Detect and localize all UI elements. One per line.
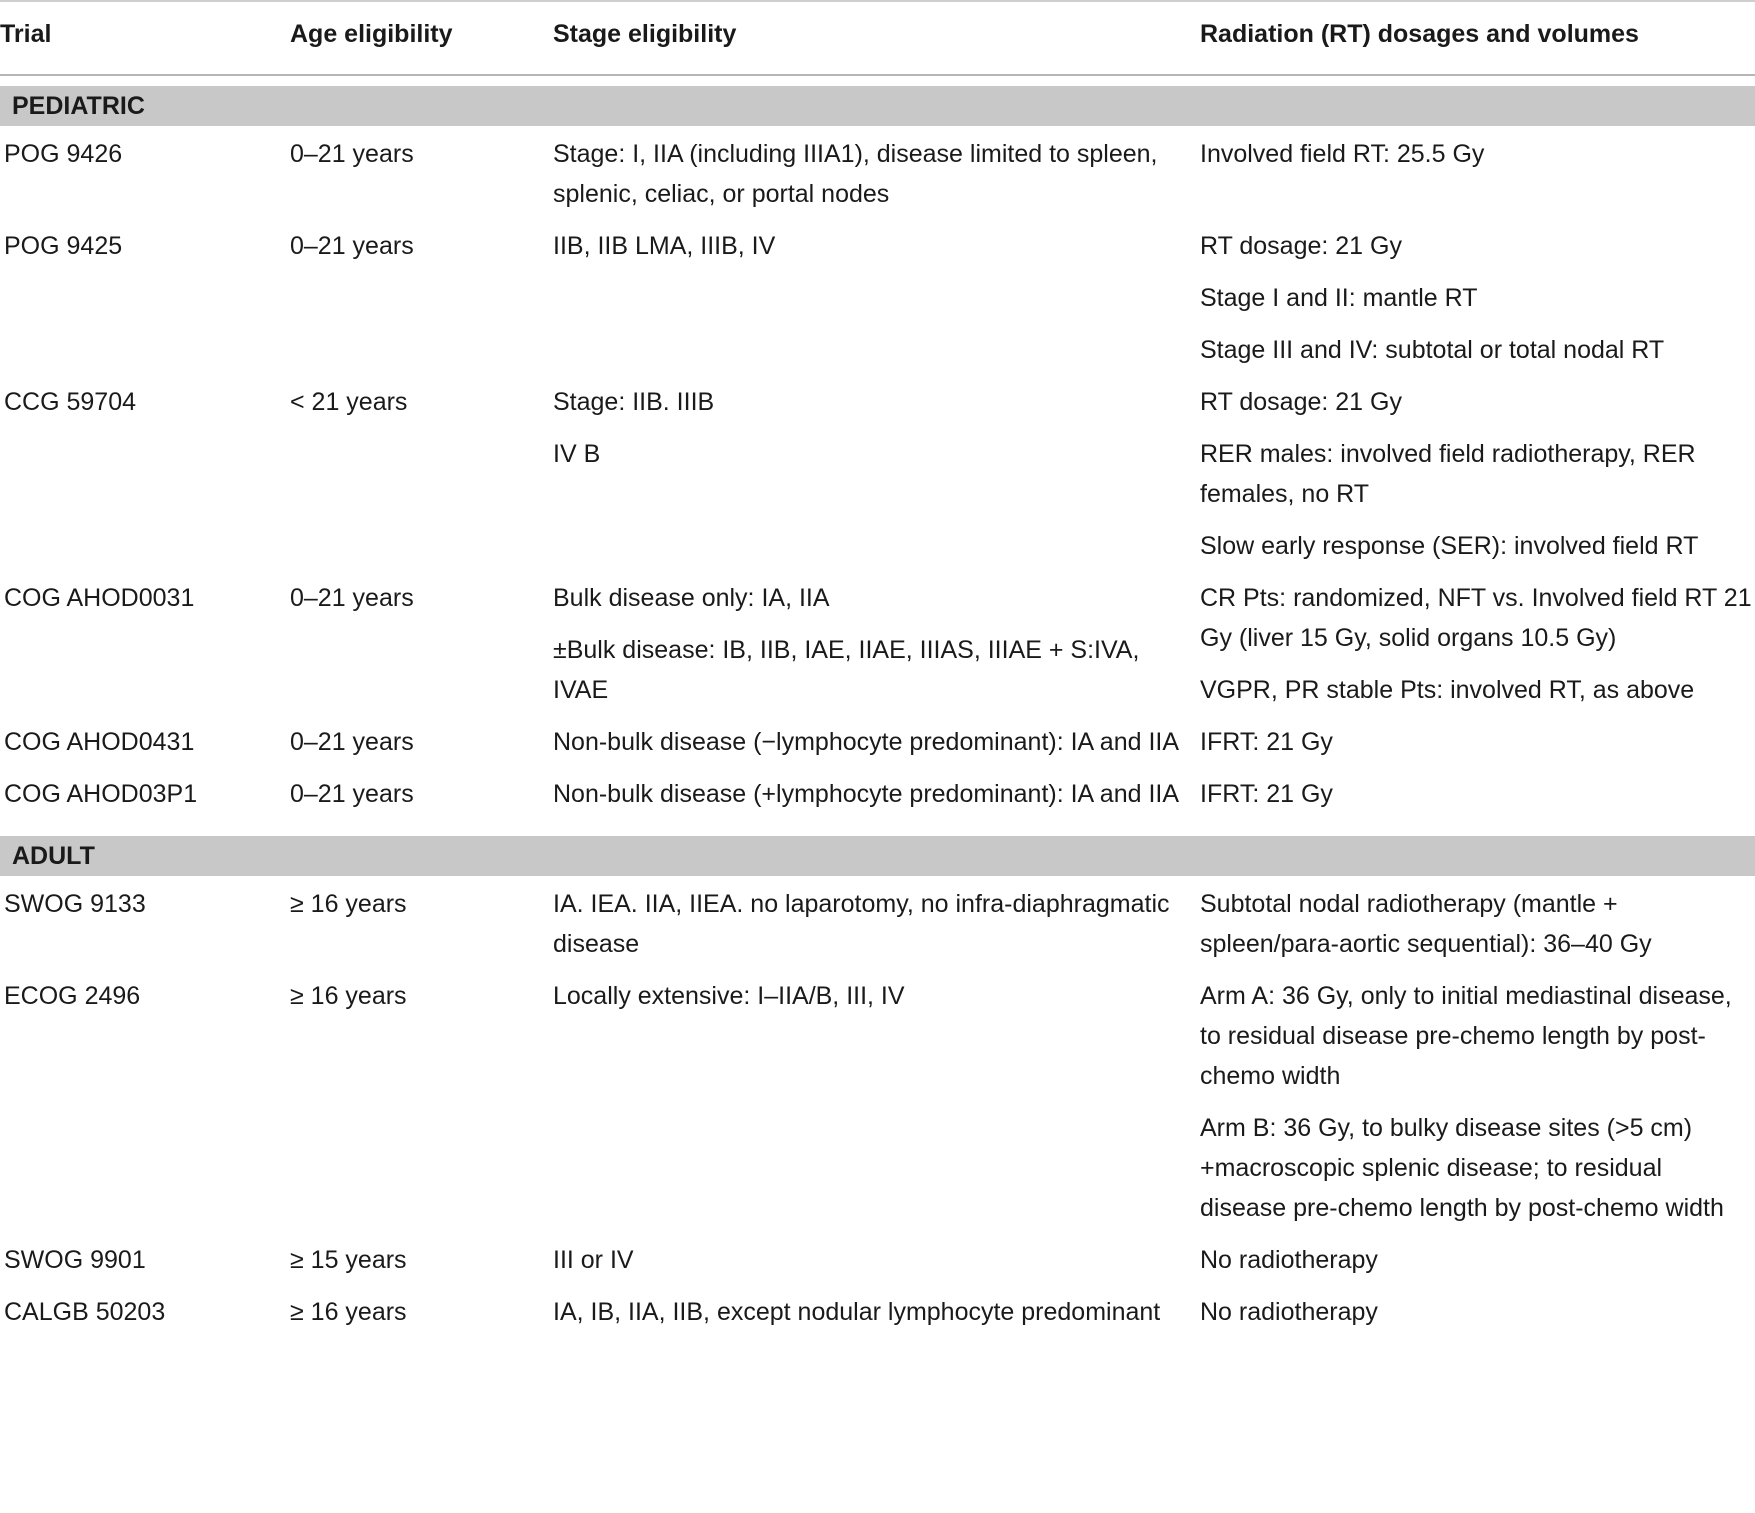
header-age: Age eligibility	[290, 1, 553, 75]
radiation-text: No radiotherapy	[1200, 1246, 1378, 1274]
section-spacer	[0, 75, 1755, 86]
section-spacer	[0, 876, 1755, 884]
radiation-text: Involved field RT: 25.5 Gy	[1200, 140, 1485, 168]
cell-trial: CALGB 50203	[4, 1298, 166, 1326]
radiation-text: RT dosage: 21 Gy	[1200, 388, 1402, 416]
cell-age: 0–21 years	[290, 584, 414, 612]
stage-text: III or IV	[553, 1246, 634, 1274]
table-row	[0, 976, 1755, 1240]
cell-trial: POG 9426	[4, 140, 123, 168]
cell-radiation	[1200, 226, 1755, 382]
cell-stage	[553, 884, 1200, 976]
section-row-pediatric	[0, 86, 1755, 126]
header-radiation: Radiation (RT) dosages and volumes	[1200, 1, 1755, 75]
table-header	[0, 1, 1755, 75]
radiation-text: Arm A: 36 Gy, only to initial mediastinal disease, to residual disease pre-chemo length by post-chemo width	[1200, 982, 1732, 1090]
table-row	[0, 578, 1755, 722]
cell-trial: ECOG 2496	[4, 982, 141, 1010]
table-row	[0, 382, 1755, 578]
table-row	[0, 1292, 1755, 1344]
cell-age: ≥ 15 years	[290, 1246, 407, 1274]
cell-trial: POG 9425	[4, 232, 123, 260]
cell-trial: CCG 59704	[4, 388, 137, 416]
section-row-adult	[0, 836, 1755, 876]
cell-radiation	[1200, 774, 1755, 826]
cell-trial: SWOG 9901	[4, 1246, 146, 1274]
cell-radiation	[1200, 134, 1755, 226]
header-stage: Stage eligibility	[553, 1, 1200, 75]
table-row	[0, 1240, 1755, 1292]
cell-age: 0–21 years	[290, 780, 414, 808]
section-label: ADULT	[0, 836, 1755, 876]
radiation-text: RT dosage: 21 Gy	[1200, 232, 1402, 260]
cell-radiation	[1200, 382, 1755, 578]
stage-text: Bulk disease only: IA, IIA	[553, 584, 830, 612]
radiation-text: IFRT: 21 Gy	[1200, 780, 1333, 808]
cell-radiation	[1200, 884, 1755, 976]
stage-text: IIB, IIB LMA, IIIB, IV	[553, 232, 776, 260]
cell-age: 0–21 years	[290, 140, 414, 168]
cell-age: 0–21 years	[290, 728, 414, 756]
radiation-text: CR Pts: randomized, NFT vs. Involved field RT 21 Gy (liver 15 Gy, solid organs 10.5 Gy)	[1200, 584, 1752, 652]
section-spacer	[0, 826, 1755, 836]
cell-stage	[553, 1240, 1200, 1292]
cell-trial: SWOG 9133	[4, 890, 146, 918]
stage-text: IV B	[553, 440, 601, 468]
radiation-text: Subtotal nodal radiotherapy (mantle + spleen/para-aortic sequential): 36–40 Gy	[1200, 890, 1652, 958]
section-spacer	[0, 126, 1755, 134]
section-label: PEDIATRIC	[0, 86, 1755, 126]
cell-radiation	[1200, 722, 1755, 774]
radiation-text: Arm B: 36 Gy, to bulky disease sites (>5 cm) +macroscopic splenic disease; to residual disease pre-chemo length by post-chemo width	[1200, 1114, 1724, 1222]
stage-text: Non-bulk disease (+lymphocyte predominant): IA and IIA	[553, 780, 1180, 808]
stage-text: Stage: I, IIA (including IIIA1), disease limited to spleen, splenic, celiac, or portal nodes	[553, 140, 1158, 208]
cell-stage	[553, 134, 1200, 226]
cell-trial: COG AHOD03P1	[4, 780, 198, 808]
header-trial: Trial	[0, 1, 290, 75]
stage-text: Locally extensive: I–IIA/B, III, IV	[553, 982, 905, 1010]
table-row	[0, 226, 1755, 382]
cell-stage	[553, 722, 1200, 774]
header-row	[0, 1, 1755, 75]
radiation-text: No radiotherapy	[1200, 1298, 1378, 1326]
table-row	[0, 774, 1755, 826]
radiation-text: Stage I and II: mantle RT	[1200, 284, 1478, 312]
cell-stage	[553, 382, 1200, 578]
cell-stage	[553, 774, 1200, 826]
stage-text: IA, IB, IIA, IIB, except nodular lymphocyte predominant	[553, 1298, 1161, 1326]
cell-trial: COG AHOD0031	[4, 584, 195, 612]
cell-stage	[553, 226, 1200, 382]
table-row	[0, 134, 1755, 226]
cell-age: 0–21 years	[290, 232, 414, 260]
table-body	[0, 75, 1755, 1344]
table-row	[0, 884, 1755, 976]
stage-text: Non-bulk disease (−lymphocyte predominant): IA and IIA	[553, 728, 1180, 756]
cell-age: ≥ 16 years	[290, 890, 407, 918]
radiation-text: Slow early response (SER): involved field RT	[1200, 532, 1699, 560]
cell-radiation	[1200, 1240, 1755, 1292]
stage-text: IA. IEA. IIA, IIEA. no laparotomy, no infra-diaphragmatic disease	[553, 890, 1170, 958]
cell-trial: COG AHOD0431	[4, 728, 195, 756]
cell-stage	[553, 1292, 1200, 1344]
table-row	[0, 722, 1755, 774]
cell-radiation	[1200, 976, 1755, 1240]
cell-radiation	[1200, 578, 1755, 722]
radiation-text: RER males: involved field radiotherapy, RER females, no RT	[1200, 440, 1696, 508]
cell-radiation	[1200, 1292, 1755, 1344]
radiation-text: VGPR, PR stable Pts: involved RT, as above	[1200, 676, 1695, 704]
cell-age: ≥ 16 years	[290, 1298, 407, 1326]
cell-age: ≥ 16 years	[290, 982, 407, 1010]
stage-text: Stage: IIB. IIIB	[553, 388, 715, 416]
cell-age: < 21 years	[290, 388, 408, 416]
radiation-text: Stage III and IV: subtotal or total nodal RT	[1200, 336, 1665, 364]
radiation-text: IFRT: 21 Gy	[1200, 728, 1333, 756]
stage-text: ±Bulk disease: IB, IIB, IAE, IIAE, IIIAS, IIIAE + S:IVA, IVAE	[553, 636, 1140, 704]
cell-stage	[553, 578, 1200, 722]
cell-stage	[553, 976, 1200, 1240]
